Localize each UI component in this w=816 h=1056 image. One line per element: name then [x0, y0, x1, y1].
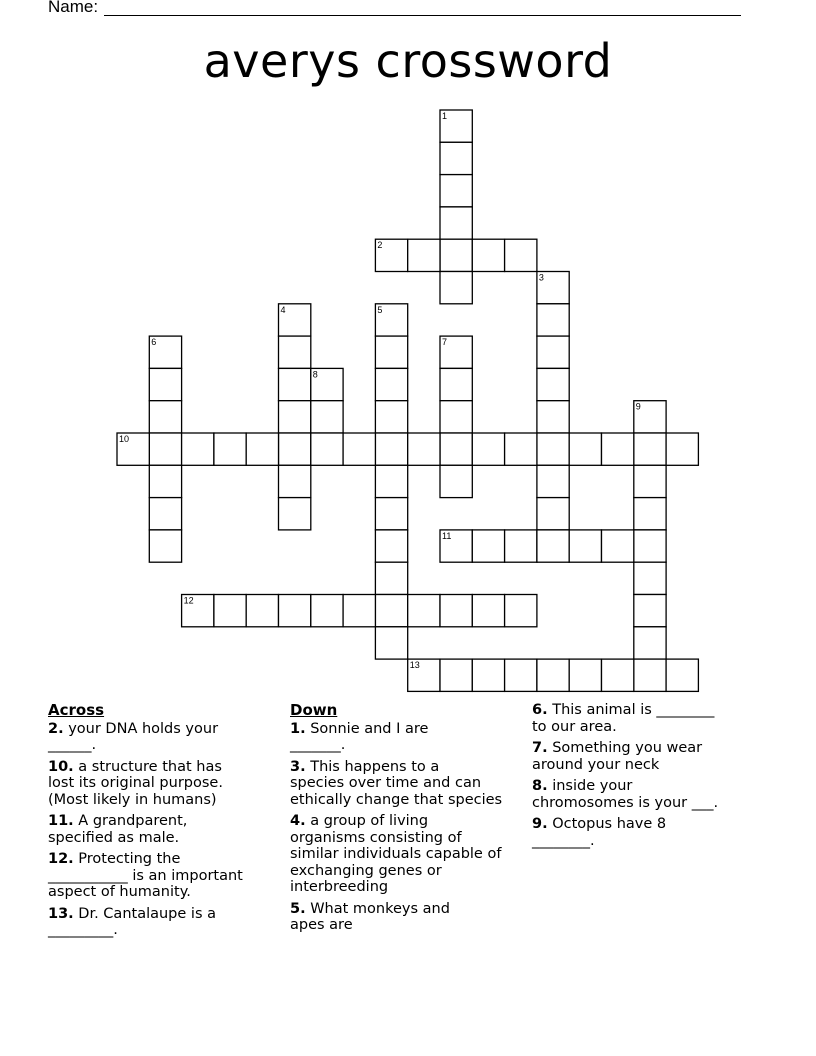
grid-cell[interactable] — [375, 401, 407, 433]
grid-cell[interactable] — [505, 433, 537, 465]
grid-cell[interactable] — [149, 433, 181, 465]
clue-text: Octopus have 8 ________. — [532, 816, 667, 849]
across-clue — [48, 813, 283, 846]
grid-cell[interactable] — [634, 595, 666, 627]
clue-number-label: 5 — [377, 304, 383, 315]
grid-cell[interactable] — [279, 336, 311, 368]
grid-cell[interactable] — [279, 433, 311, 465]
clue-number-label: 3 — [538, 272, 544, 283]
down-clue — [290, 721, 525, 754]
down-clue-list-continued — [532, 702, 772, 849]
grid-cell[interactable] — [666, 433, 698, 465]
grid-cell[interactable] — [440, 595, 472, 627]
across-clue — [48, 851, 283, 901]
grid-cell[interactable] — [311, 368, 343, 400]
down-clue — [290, 759, 525, 809]
grid-cell[interactable] — [537, 659, 569, 691]
grid-cell[interactable] — [182, 433, 214, 465]
grid-cell[interactable] — [375, 433, 407, 465]
grid-cell[interactable] — [375, 530, 407, 562]
down-clue — [532, 778, 772, 811]
clue-number: 8. — [532, 778, 548, 794]
grid-cell[interactable] — [569, 530, 601, 562]
grid-cell[interactable] — [505, 530, 537, 562]
grid-cell[interactable] — [537, 336, 569, 368]
grid-cell[interactable] — [214, 433, 246, 465]
grid-cell[interactable] — [182, 595, 214, 627]
clue-number: 4. — [290, 813, 306, 829]
grid-cell[interactable] — [214, 595, 246, 627]
clue-number: 12. — [48, 851, 74, 867]
clue-text: Something you wear around your neck — [532, 740, 703, 773]
clue-text: inside your chromosomes is your ___. — [532, 778, 719, 811]
down-clues — [290, 702, 525, 939]
grid-cell[interactable] — [408, 433, 440, 465]
grid-cell[interactable] — [537, 465, 569, 497]
grid-cell[interactable] — [537, 433, 569, 465]
grid-cell[interactable] — [634, 465, 666, 497]
grid-cell[interactable] — [279, 401, 311, 433]
grid-cell[interactable] — [279, 304, 311, 336]
grid-cell[interactable] — [537, 530, 569, 562]
clue-number-label: 10 — [119, 434, 130, 444]
clue-number-label: 6 — [151, 337, 157, 348]
clue-number-label: 4 — [280, 304, 286, 315]
grid-cell[interactable] — [537, 368, 569, 400]
grid-cell[interactable] — [537, 401, 569, 433]
grid-cell[interactable] — [375, 627, 407, 659]
grid-cell[interactable] — [634, 433, 666, 465]
grid-cell[interactable] — [505, 659, 537, 691]
down-clue — [532, 740, 772, 773]
clue-number: 3. — [290, 758, 306, 775]
grid-cell[interactable] — [537, 304, 569, 336]
grid-cell[interactable] — [440, 659, 472, 691]
grid-cell[interactable] — [634, 401, 666, 433]
grid-cell[interactable] — [375, 562, 407, 594]
clue-number: 5. — [290, 900, 306, 917]
grid-cell[interactable] — [408, 239, 440, 271]
grid-cell[interactable] — [311, 401, 343, 433]
down-clue — [532, 702, 772, 735]
clue-number-label: 12 — [183, 595, 194, 606]
grid-cell[interactable] — [149, 465, 181, 497]
grid-cell[interactable] — [569, 659, 601, 691]
grid-cell[interactable] — [149, 530, 181, 562]
grid-cell[interactable] — [375, 368, 407, 400]
grid-cell[interactable] — [472, 433, 504, 465]
grid-cell[interactable] — [634, 562, 666, 594]
down-clues-continued — [532, 702, 772, 854]
grid-cell[interactable] — [440, 401, 472, 433]
grid-cell[interactable] — [375, 239, 407, 271]
grid-cell[interactable] — [602, 659, 634, 691]
across-clue-list — [48, 721, 283, 939]
clue-number: 13. — [48, 905, 74, 922]
grid-cell[interactable] — [440, 433, 472, 465]
grid-cell[interactable] — [440, 368, 472, 400]
grid-cell[interactable] — [343, 595, 375, 627]
clue-text: This happens to a species over time and can ethically change that species — [290, 758, 503, 808]
grid-cell[interactable] — [149, 401, 181, 433]
grid-cell[interactable] — [666, 659, 698, 691]
clue-number-label: 2 — [377, 240, 383, 251]
across-clues — [48, 702, 283, 944]
grid-cell[interactable] — [246, 433, 278, 465]
grid-cell[interactable] — [569, 433, 601, 465]
grid-cell[interactable] — [440, 207, 472, 239]
grid-cell[interactable] — [472, 659, 504, 691]
down-clue — [290, 813, 525, 896]
grid-cell[interactable] — [117, 433, 149, 465]
clue-number-label: 7 — [442, 337, 448, 348]
grid-cell[interactable] — [602, 530, 634, 562]
clue-number: 7. — [532, 740, 548, 756]
grid-cell[interactable] — [149, 336, 181, 368]
grid-cell[interactable] — [602, 433, 634, 465]
name-label: Name: — [48, 0, 99, 16]
grid-cell[interactable] — [279, 465, 311, 497]
grid-cell[interactable] — [375, 304, 407, 336]
clue-text: This animal is ________ to our area. — [532, 702, 715, 735]
clue-number-label: 9 — [635, 401, 641, 412]
grid-cell[interactable] — [343, 433, 375, 465]
clue-text: Protecting the ___________ is an important aspect of humanity. — [48, 851, 243, 900]
across-clue — [48, 759, 283, 809]
grid-cell[interactable] — [408, 659, 440, 691]
grid-cell[interactable] — [311, 433, 343, 465]
grid-cell[interactable] — [375, 465, 407, 497]
grid-cell[interactable] — [537, 272, 569, 304]
across-heading: Across — [48, 701, 105, 719]
grid-cell[interactable] — [505, 239, 537, 271]
clue-text: a group of living organisms consisting of similar individuals capable of exchanging genes or interbreeding — [290, 813, 502, 895]
grid-cell[interactable] — [375, 595, 407, 627]
grid-cell[interactable] — [149, 498, 181, 530]
clue-number: 9. — [532, 816, 548, 832]
grid-cell[interactable] — [505, 595, 537, 627]
grid-cell[interactable] — [440, 465, 472, 497]
grid-cell[interactable] — [634, 498, 666, 530]
grid-cell[interactable] — [279, 368, 311, 400]
grid-cell[interactable] — [440, 239, 472, 271]
grid-cell[interactable] — [279, 595, 311, 627]
clue-number-label: 13 — [409, 660, 420, 671]
grid-cell[interactable] — [149, 368, 181, 400]
down-clue — [532, 816, 772, 849]
clue-number-label: 11 — [442, 530, 452, 541]
clue-text: Dr. Cantalaupe is a _________. — [48, 905, 216, 938]
clue-text: What monkeys and apes are — [290, 900, 450, 933]
grid-cell[interactable] — [440, 175, 472, 207]
grid-cell[interactable] — [408, 595, 440, 627]
clue-number: 11. — [48, 813, 74, 829]
clue-number: 6. — [532, 702, 548, 718]
grid-cell[interactable] — [634, 659, 666, 691]
across-clue — [48, 906, 283, 939]
grid-cell[interactable] — [472, 530, 504, 562]
clue-number-label: 8 — [312, 369, 318, 380]
grid-cell[interactable] — [440, 142, 472, 174]
down-clue-list — [290, 721, 525, 934]
grid-cell[interactable] — [440, 110, 472, 142]
clue-text: Sonnie and I are _______. — [290, 720, 429, 753]
grid-cell[interactable] — [440, 272, 472, 304]
clue-number: 2. — [48, 720, 64, 737]
clue-number: 10. — [48, 758, 74, 775]
clue-text: A grandparent, specified as male. — [48, 813, 188, 846]
grid-cell[interactable] — [311, 595, 343, 627]
grid-cell[interactable] — [537, 498, 569, 530]
grid-cell[interactable] — [375, 498, 407, 530]
grid-cell[interactable] — [246, 595, 278, 627]
down-heading: Down — [290, 701, 338, 719]
clue-text: a structure that has lost its original purpose. (Most likely in humans) — [48, 758, 223, 808]
grid-cell[interactable] — [440, 530, 472, 562]
down-clue — [290, 901, 525, 934]
grid-cell[interactable] — [634, 627, 666, 659]
puzzle-title: averys crossword — [203, 34, 613, 88]
clue-text: your DNA holds your ______. — [48, 720, 219, 753]
grid-cell[interactable] — [440, 336, 472, 368]
grid-cell[interactable] — [472, 239, 504, 271]
grid-cell[interactable] — [472, 595, 504, 627]
name-field[interactable] — [104, 15, 741, 16]
grid-cell[interactable] — [375, 336, 407, 368]
clue-number: 1. — [290, 720, 306, 737]
grid-cell[interactable] — [279, 498, 311, 530]
grid-cell[interactable] — [634, 530, 666, 562]
across-clue — [48, 721, 283, 754]
clue-number-label: 1 — [442, 111, 448, 121]
